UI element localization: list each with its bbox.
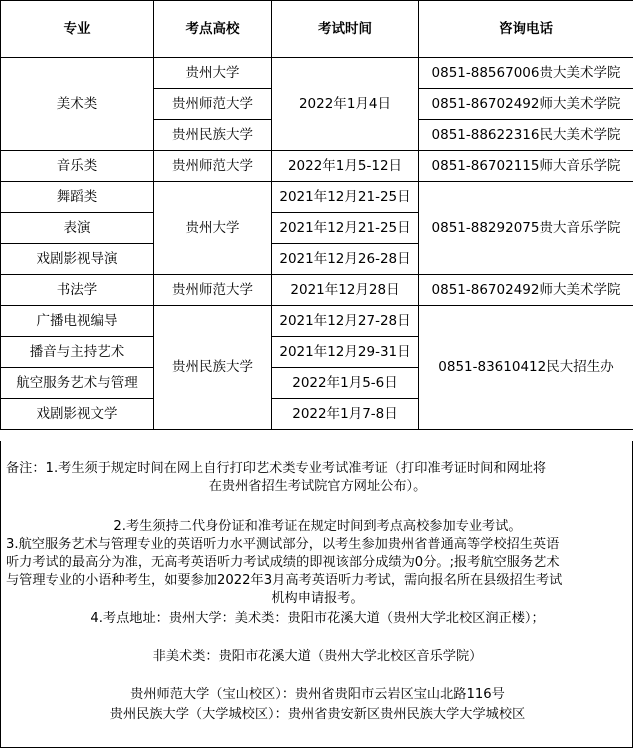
major-cell: 舞蹈类	[1, 182, 154, 213]
table-row	[1, 275, 633, 306]
major-cell: 广播电视编导	[1, 306, 154, 337]
header-time: 考试时间	[272, 1, 419, 58]
time-cell: 2021年12月26-28日	[272, 244, 419, 275]
note-3-line-4: 机构申请报考。	[271, 591, 364, 606]
school-cell: 贵州民族大学	[154, 306, 272, 430]
time-cell: 2022年1月5-12日	[272, 151, 419, 182]
notes-section	[0, 441, 633, 748]
note-2: 2.考生须持二代身份证和准考证在规定时间到考点高校参加专业考试。	[113, 519, 522, 534]
school-cell: 贵州师范大学	[154, 275, 272, 306]
note-3-line-2: 听力考试的最高分为准，无高考英语听力考试成绩的即视该部分成绩为0分。;报考航空服务艺术	[6, 555, 560, 570]
major-cell: 表演	[1, 213, 154, 244]
note-1-line-1: 备注：1.考生须于规定时间在网上自行打印艺术类专业考试准考证（打印准考证时间和网址将	[6, 461, 547, 476]
school-cell: 贵州师范大学	[154, 151, 272, 182]
phone-cell: 0851-88567006贵大美术学院	[419, 58, 633, 89]
note-4-line-1: 4.考点地址：贵州大学：美术类：贵阳市花溪大道（贵州大学北校区润正楼）；	[90, 611, 545, 626]
time-cell: 2022年1月7-8日	[272, 399, 419, 430]
major-cell: 美术类	[1, 58, 154, 151]
school-cell: 贵州师范大学	[154, 89, 272, 120]
major-cell: 书法学	[1, 275, 154, 306]
note-3-line-3: 与管理专业的小语种考生，如要参加2022年3月高考英语听力考试，需向报名所在县级招生考试	[6, 573, 563, 588]
phone-cell: 0851-86702492师大美术学院	[419, 89, 633, 120]
school-cell: 贵州大学	[154, 58, 272, 89]
phone-cell: 0851-83610412民大招生办	[419, 306, 633, 430]
phone-cell: 0851-86702492师大美术学院	[419, 275, 633, 306]
phone-cell: 0851-86702115师大音乐学院	[419, 151, 633, 182]
phone-cell: 0851-88292075贵大音乐学院	[419, 182, 633, 275]
time-cell: 2021年12月21-25日	[272, 213, 419, 244]
address-minda: 贵州民族大学（大学城校区）：贵州省贵安新区贵州民族大学大学城校区	[109, 707, 526, 722]
time-cell: 2022年1月5-6日	[272, 368, 419, 399]
major-cell: 戏剧影视导演	[1, 244, 154, 275]
address-shida: 贵州师范大学（宝山校区）：贵州省贵阳市云岩区宝山北路116号	[130, 687, 505, 702]
header-major: 专业	[1, 1, 154, 58]
time-cell: 2021年12月28日	[272, 275, 419, 306]
table-header-row	[1, 1, 633, 58]
major-cell: 航空服务艺术与管理	[1, 368, 154, 399]
school-cell: 贵州民族大学	[154, 120, 272, 151]
major-cell: 播音与主持艺术	[1, 337, 154, 368]
header-school: 考点高校	[154, 1, 272, 58]
table-row	[1, 58, 633, 89]
note-3-line-1: 3.航空服务艺术与管理专业的英语听力水平测试部分，以考生参加贵州省普通高等学校招生英语	[6, 537, 560, 552]
time-cell: 2022年1月4日	[272, 58, 419, 151]
note-1-line-2: 在贵州省招生考试院官方网址公布）。	[208, 479, 427, 494]
header-phone: 咨询电话	[419, 1, 633, 58]
major-cell: 戏剧影视文学	[1, 399, 154, 430]
table-row	[1, 151, 633, 182]
table-row	[1, 182, 633, 213]
time-cell: 2021年12月21-25日	[272, 182, 419, 213]
time-cell: 2021年12月27-28日	[272, 306, 419, 337]
major-cell: 音乐类	[1, 151, 154, 182]
time-cell: 2021年12月29-31日	[272, 337, 419, 368]
table-row	[1, 306, 633, 337]
school-cell: 贵州大学	[154, 182, 272, 275]
note-4-line-2: 非美术类：贵阳市花溪大道（贵州大学北校区音乐学院）	[152, 649, 483, 664]
phone-cell: 0851-88622316民大美术学院	[419, 120, 633, 151]
